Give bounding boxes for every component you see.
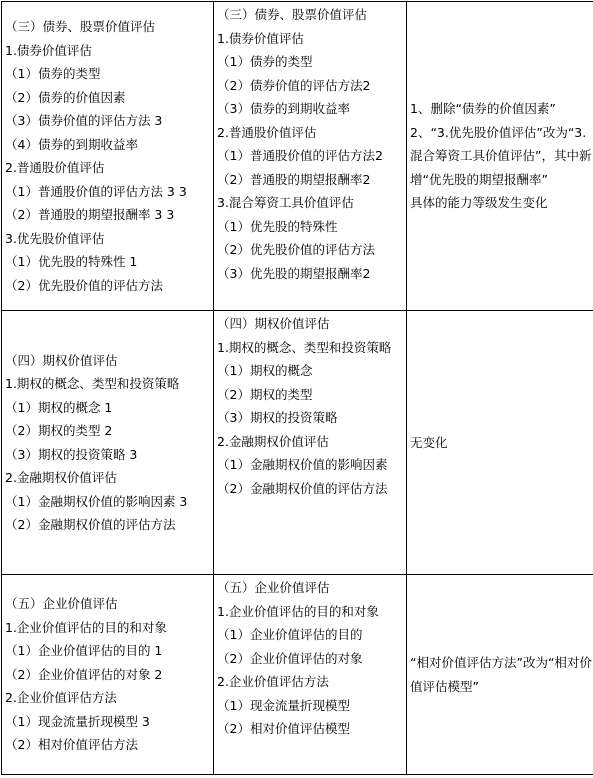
syllabus-comparison-table	[1, 1, 593, 775]
outline-line: （2）相对价值评估模型	[217, 721, 350, 736]
outline-line: （1）现金流量折现模型 3	[5, 713, 150, 729]
outline-line: 2.金融期权价值评估	[5, 470, 117, 485]
outline-line: （2）相对价值评估方法	[5, 737, 138, 753]
table-row	[2, 575, 593, 775]
outline-line: （四）期权价值评估	[217, 316, 330, 331]
table-row	[2, 2, 593, 311]
outline-line: 1.企业价值评估的目的和对象	[5, 619, 167, 635]
outline-line: （2）企业价值评估的对象	[217, 650, 363, 666]
change-note-cell	[407, 575, 593, 775]
outline-line: 2.普通股价值评估	[217, 124, 317, 140]
outline-line: （2）优先股价值的评估方法	[217, 242, 375, 257]
outline-line: （1）期权的概念 1	[5, 399, 113, 415]
outline-line: （1）企业价值评估的目的	[217, 627, 363, 642]
outline-line: 2、“3.优先股价值评估”改为“3.混合筹资工具价值评估”，其中新增“优先股的期望报酬率”	[410, 124, 592, 187]
outline-line: （3）期权的投资策略 3	[5, 446, 138, 462]
outline-line: （1）现金流量折现模型	[217, 697, 350, 713]
change-note-cell	[407, 2, 593, 311]
new-outline-cell	[214, 575, 407, 775]
outline-line: （五）企业价值评估	[217, 580, 330, 595]
outline-line: （三）债券、股票价值评估	[5, 19, 156, 34]
outline-line: 2.金融期权价值评估	[217, 433, 329, 449]
old-outline-cell	[2, 2, 214, 311]
outline-line: 2.企业价值评估方法	[5, 690, 117, 706]
outline-line: （1）债券的类型	[217, 54, 313, 69]
outline-line: （1）企业价值评估的目的 1	[5, 643, 163, 659]
outline-line: （2）普通股的期望报酬率 3 3	[5, 207, 175, 222]
table-row	[2, 311, 593, 575]
outline-line: 2.企业价值评估方法	[217, 674, 329, 689]
outline-line: （1）期权的概念	[217, 363, 313, 378]
old-outline-cell	[2, 575, 214, 775]
outline-line: 1.期权的概念、类型和投资策略	[5, 376, 180, 391]
outline-line: （4）债券的到期收益率	[5, 136, 138, 152]
new-outline-cell	[214, 311, 407, 575]
outline-line: 2.普通股价值评估	[5, 160, 105, 175]
outline-line: （四）期权价值评估	[5, 352, 118, 368]
outline-line: （2）金融期权价值的评估方法	[217, 480, 388, 496]
outline-line: （五）企业价值评估	[5, 596, 118, 612]
outline-line: 1.债券价值评估	[5, 42, 92, 58]
outline-line: 1.债券价值评估	[217, 30, 304, 46]
outline-line: （2）期权的类型 2	[5, 423, 113, 438]
outline-line: 3.优先股价值评估	[5, 230, 105, 246]
outline-line: （2）债券的价值因素	[5, 89, 126, 105]
outline-line: （2）金融期权价值的评估方法	[5, 517, 176, 532]
outline-line: 1.企业价值评估的目的和对象	[217, 603, 379, 619]
outline-line: （1）普通股价值的评估方法 3 3	[5, 183, 187, 199]
outline-line: （1）优先股的特殊性 1	[5, 254, 138, 269]
outline-line: （2）优先股价值的评估方法	[5, 277, 163, 293]
table-body	[2, 2, 593, 775]
outline-line: （3）债券的到期收益率	[217, 101, 350, 116]
change-note-cell	[407, 311, 593, 575]
outline-line: 无变化	[410, 434, 448, 450]
outline-line: （1）债券的类型	[5, 66, 101, 81]
outline-line: （2）债券价值的评估方法2	[217, 77, 371, 93]
outline-line: 具体的能力等级发生变化	[410, 195, 548, 211]
outline-line: （3）债券价值的评估方法 3	[5, 113, 163, 128]
outline-line: （3）优先股的期望报酬率2	[217, 265, 371, 281]
old-outline-cell	[2, 311, 214, 575]
outline-line: （1）普通股价值的评估方法2	[217, 148, 383, 163]
outline-line: 3.混合筹资工具价值评估	[217, 195, 354, 210]
outline-line: （3）期权的投资策略	[217, 410, 338, 425]
outline-line: （1）金融期权价值的影响因素 3	[5, 493, 188, 509]
new-outline-cell	[214, 2, 407, 311]
outline-line: （三）债券、股票价值评估	[217, 7, 368, 22]
outline-line: （1）优先股的特殊性	[217, 218, 338, 234]
outline-line: （2）企业价值评估的对象 2	[5, 666, 163, 682]
outline-line: （2）期权的类型	[217, 386, 313, 402]
outline-line: 1.期权的概念、类型和投资策略	[217, 339, 392, 355]
outline-line: 1、删除“债券的价值因素”	[410, 101, 556, 117]
outline-line: “相对价值评估方法”改为“相对价值评估模型”	[410, 655, 592, 694]
outline-line: （2）普通股的期望报酬率2	[217, 171, 371, 187]
outline-line: （1）金融期权价值的影响因素	[217, 457, 388, 472]
